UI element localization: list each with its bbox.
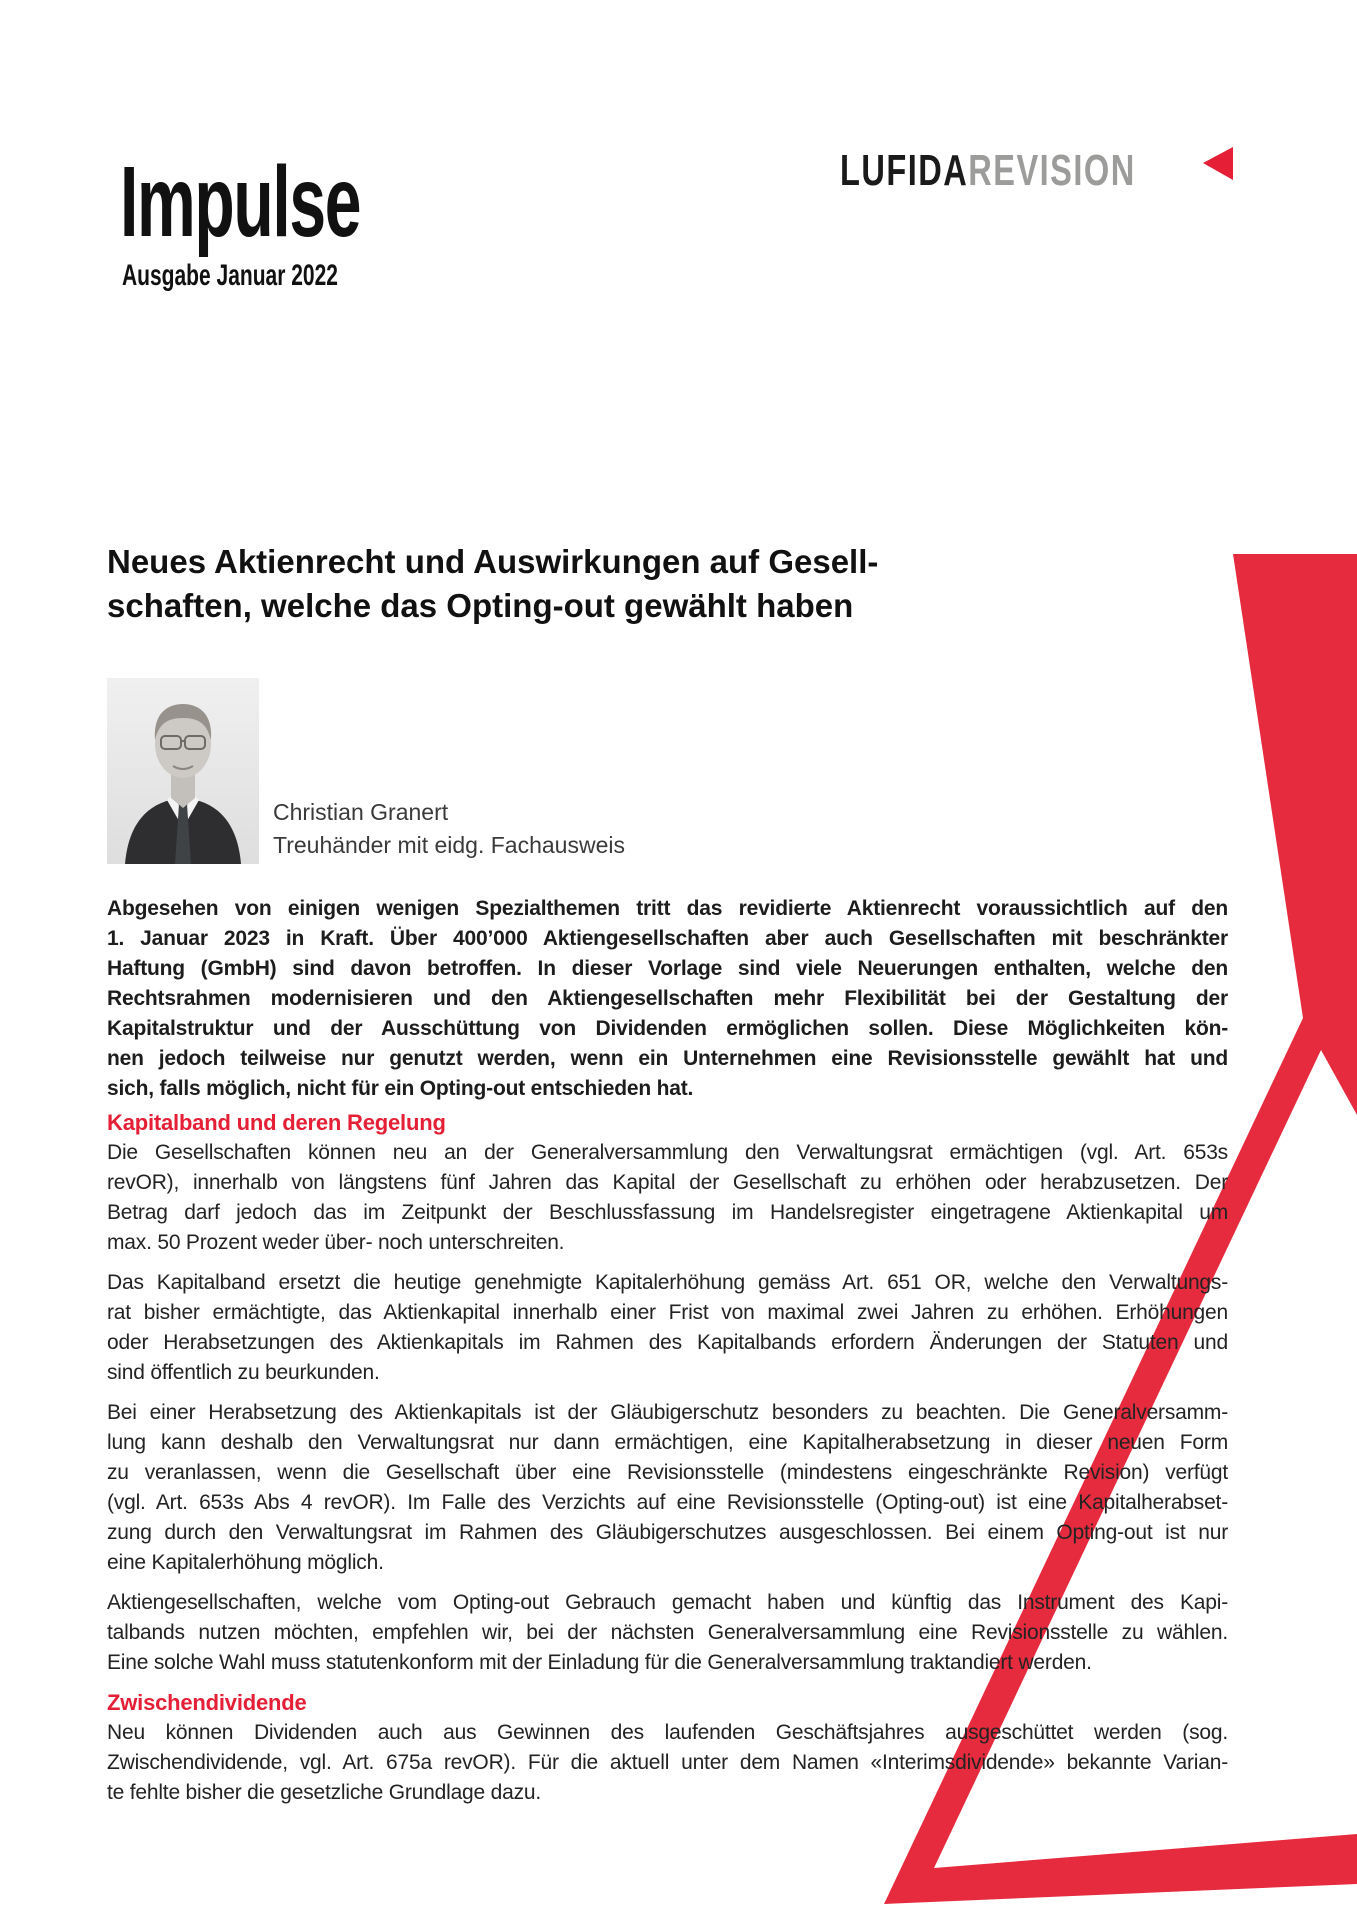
masthead-edition: Ausgabe Januar 2022: [122, 259, 338, 292]
section-heading: Zwischendividende: [107, 1690, 307, 1715]
author-caption: [273, 796, 625, 864]
author-credential: Treuhänder mit eidg. Fachausweis: [273, 832, 625, 858]
lead-line: Rechtsrahmen modernisieren und den Aktiengesellschaften mehr Flexibilität bei der Gestaltung der: [107, 987, 1228, 1010]
paragraph: [107, 1718, 1228, 1808]
article-section: [107, 1108, 1228, 1678]
brand-name-secondary: REVISION: [968, 146, 1136, 195]
paragraph: [107, 1588, 1228, 1678]
article-column: [107, 540, 1228, 1818]
section-heading: Kapitalband und deren Regelung: [107, 1110, 446, 1135]
article-section: [107, 1688, 1228, 1808]
article-sections: [107, 1108, 1228, 1808]
article-lead-paragraph: [107, 894, 1228, 1104]
text-line: Betrag darf jedoch das im Zeitpunkt der Beschlussfassung im Handelsregister eingetragene Aktienkapital um: [107, 1201, 1228, 1224]
text-line: zu veranlassen, wenn die Gesellschaft über eine Revisionsstelle (mindestens eingeschränkte Revision) verfügt: [107, 1461, 1228, 1484]
brand-name-primary: LUFIDA: [840, 146, 969, 195]
text-line: Das Kapitalband ersetzt die heutige genehmigte Kapitalerhöhung gemäss Art. 651 OR, welche den Verwaltungs-: [107, 1271, 1228, 1294]
lead-line: Abgesehen von einigen wenigen Spezialthemen tritt das revidierte Aktienrecht voraussichtlich auf den: [107, 897, 1228, 920]
masthead-logo: Impulse: [120, 146, 361, 258]
text-line: Eine solche Wahl muss statutenkonform mit der Einladung für die Generalversammlung traktandiert werden.: [107, 1651, 1092, 1674]
text-line: Zwischendividende, vgl. Art. 675a revOR). Für die aktuell unter dem Namen «Interimsdividende» bekannte Varian-: [107, 1751, 1228, 1774]
text-line: lung kann deshalb den Verwaltungsrat nur dann ermächtigen, eine Kapitalherabsetzung in dieser neuen Form: [107, 1431, 1228, 1454]
text-line: sind öffentlich zu beurkunden.: [107, 1361, 380, 1384]
paragraph: [107, 1268, 1228, 1388]
text-line: Neu können Dividenden auch aus Gewinnen des laufenden Geschäftsjahres ausgeschüttet werden (sog.: [107, 1721, 1228, 1744]
text-line: talbands nutzen möchten, empfehlen wir, bei der nächsten Generalversammlung eine Revisionsstelle zu wählen.: [107, 1621, 1228, 1644]
text-line: (vgl. Art. 653s Abs 4 revOR). Im Falle des Verzichts auf eine Revisionsstelle (Opting-out) ist eine Kapitalherabset-: [107, 1491, 1228, 1514]
text-line: zung durch den Verwaltungsrat im Rahmen des Gläubigerschutzes ausgeschlossen. Bei einem Opting-out ist nur: [107, 1521, 1228, 1544]
text-line: Aktiengesellschaften, welche vom Opting-out Gebrauch gemacht haben und künftig das Instrument des Kapi-: [107, 1591, 1228, 1614]
text-line: revOR), innerhalb von längstens fünf Jahren das Kapital der Gesellschaft zu erhöhen oder herabzusetzen. Der: [107, 1171, 1228, 1194]
text-line: te fehlte bisher die gesetzliche Grundlage dazu.: [107, 1781, 542, 1804]
text-line: oder Herabsetzungen des Aktienkapitals im Rahmen des Kapitalbands erfordern Änderungen der Statuten und: [107, 1331, 1228, 1354]
author-block: [107, 678, 1228, 864]
text-line: rat bisher ermächtigte, das Aktienkapital innerhalb einer Frist von maximal zwei Jahren zu erhöhen. Erhöhungen: [107, 1301, 1228, 1324]
lead-line: Kapitalstruktur und der Ausschüttung von Dividenden ermöglichen sollen. Diese Möglichkeiten kön-: [107, 1017, 1228, 1040]
lead-line: Haftung (GmbH) sind davon betroffen. In dieser Vorlage sind viele Neuerungen enthalten, welche den: [107, 957, 1228, 980]
paragraph: [107, 1398, 1228, 1578]
title-line: Neues Aktienrecht und Auswirkungen auf Gesell-: [107, 543, 879, 580]
text-line: max. 50 Prozent weder über- noch unterschreiten.: [107, 1231, 565, 1254]
portrait-illustration: [107, 678, 259, 864]
paragraph: [107, 1138, 1228, 1258]
author-name: Christian Granert: [273, 799, 449, 825]
text-line: Die Gesellschaften können neu an der Generalversammlung den Verwaltungsrat ermächtigen (vgl. Art. 653s: [107, 1141, 1228, 1164]
lead-line: nen jedoch teilweise nur genutzt werden, wenn ein Unternehmen eine Revisionsstelle gewählt hat und: [107, 1047, 1228, 1070]
text-line: Bei einer Herabsetzung des Aktienkapitals ist der Gläubigerschutz besonders zu beachten. Die Generalversamm-: [107, 1401, 1228, 1424]
brand-left-triangle-icon: [1203, 147, 1233, 180]
text-line: eine Kapitalerhöhung möglich.: [107, 1551, 384, 1574]
author-portrait-photo: [107, 678, 259, 864]
title-line: schaften, welche das Opting-out gewählt haben: [107, 587, 854, 624]
brand-logo: [840, 146, 1136, 195]
lead-line: sich, falls möglich, nicht für ein Opting-out entschieden hat.: [107, 1077, 694, 1100]
article-title: [107, 540, 1228, 628]
lead-line: 1. Januar 2023 in Kraft. Über 400’000 Aktiengesellschaften aber auch Gesellschaften mit beschränkter: [107, 927, 1228, 950]
